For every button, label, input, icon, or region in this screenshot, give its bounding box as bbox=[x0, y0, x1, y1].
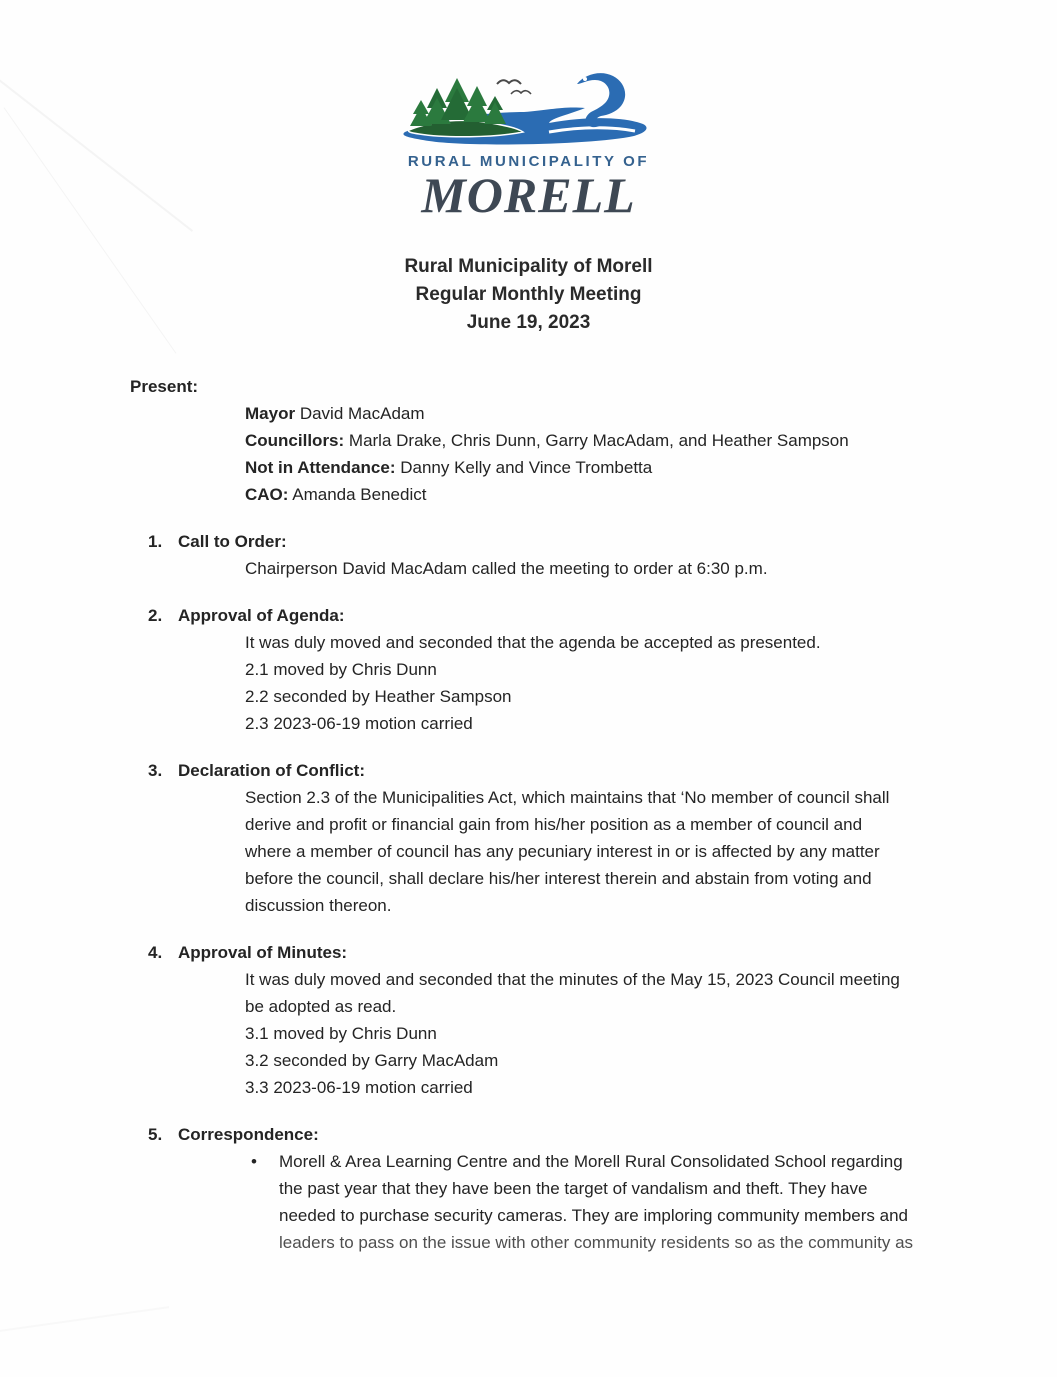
motion-line: 2.2 seconded by Heather Sampson bbox=[245, 687, 512, 706]
title-line-meeting: Regular Monthly Meeting bbox=[415, 284, 642, 305]
pine-trees-icon bbox=[410, 78, 506, 126]
present-list bbox=[245, 400, 970, 508]
section-text-line: before the council, shall declare his/her interest therein and abstain from voting and bbox=[245, 869, 872, 888]
section-heading: Approval of Agenda: bbox=[178, 606, 345, 625]
present-role-label: Councillors: bbox=[245, 431, 345, 450]
birds-icon bbox=[497, 80, 531, 94]
bullet-text-line: Morell & Area Learning Centre and the Morell Rural Consolidated School regarding bbox=[279, 1152, 903, 1171]
present-role-label: Mayor bbox=[245, 404, 296, 423]
section-heading-row bbox=[148, 528, 970, 555]
section-number: 1. bbox=[148, 532, 163, 551]
section-text-line: where a member of council has any pecuniary interest in or is affected by any matter bbox=[245, 842, 880, 861]
section-body bbox=[245, 555, 970, 582]
motion-line: 2.3 2023-06-19 motion carried bbox=[245, 714, 473, 733]
present-role-label: CAO: bbox=[245, 485, 289, 504]
section-heading: Correspondence: bbox=[178, 1125, 319, 1144]
section-text-line: It was duly moved and seconded that the agenda be accepted as presented. bbox=[245, 633, 821, 652]
present-line bbox=[245, 400, 970, 427]
section bbox=[130, 939, 970, 1101]
section bbox=[130, 1121, 970, 1256]
section bbox=[130, 602, 970, 737]
title-line-org: Rural Municipality of Morell bbox=[404, 256, 653, 277]
section-heading-row bbox=[148, 939, 970, 966]
present-line bbox=[245, 454, 970, 481]
section-text-line: discussion thereon. bbox=[245, 896, 392, 915]
section-body bbox=[245, 784, 970, 919]
bullet-text-line: leaders to pass on the issue with other community residents so as the community as bbox=[279, 1233, 914, 1252]
section bbox=[130, 757, 970, 919]
section-text-line: It was duly moved and seconded that the minutes of the May 15, 2023 Council meeting bbox=[245, 970, 900, 989]
motion-line: 3.1 moved by Chris Dunn bbox=[245, 1024, 437, 1043]
present-names: Amanda Benedict bbox=[292, 485, 427, 504]
section-number: 2. bbox=[148, 606, 163, 625]
present-names: David MacAdam bbox=[299, 404, 425, 423]
bullet-icon: • bbox=[251, 1152, 257, 1171]
title-line-date: June 19, 2023 bbox=[466, 312, 591, 333]
present-role-label: Not in Attendance: bbox=[245, 458, 396, 477]
section-number: 4. bbox=[148, 943, 163, 962]
bullet-item bbox=[245, 1148, 970, 1256]
logo-wordmark-main: MORELL bbox=[421, 167, 636, 223]
section-body bbox=[245, 966, 970, 1101]
present-names: Danny Kelly and Vince Trombetta bbox=[400, 458, 653, 477]
logo-graphic bbox=[399, 68, 659, 152]
bullet-text-line: the past year that they have been the target of vandalism and theft. They have bbox=[279, 1179, 868, 1198]
motion-line: 3.2 seconded by Garry MacAdam bbox=[245, 1051, 499, 1070]
present-label: Present: bbox=[130, 377, 199, 396]
bullet-text-line: needed to purchase security cameras. They are imploring community members and bbox=[279, 1206, 908, 1225]
municipality-logo bbox=[0, 0, 1057, 223]
section-heading: Call to Order: bbox=[178, 532, 287, 551]
present-line bbox=[245, 481, 970, 508]
present-line bbox=[245, 427, 970, 454]
section-text-line: be adopted as read. bbox=[245, 997, 397, 1016]
motion-line: 2.1 moved by Chris Dunn bbox=[245, 660, 437, 679]
logo-wordmark-top: RURAL MUNICIPALITY OF bbox=[407, 153, 650, 170]
section-heading: Approval of Minutes: bbox=[178, 943, 348, 962]
minutes-content bbox=[130, 373, 970, 1256]
section-body bbox=[245, 1148, 970, 1256]
section-text-line: Section 2.3 of the Municipalities Act, which maintains that ‘No member of council shall bbox=[245, 788, 890, 807]
section-heading-row bbox=[148, 602, 970, 629]
section-heading-row bbox=[148, 1121, 970, 1148]
section-number: 5. bbox=[148, 1125, 163, 1144]
section-text-line: Chairperson David MacAdam called the meeting to order at 6:30 p.m. bbox=[245, 559, 768, 578]
section-heading-row bbox=[148, 757, 970, 784]
bullet-text bbox=[279, 1148, 913, 1256]
scan-artifact bbox=[0, 1306, 169, 1336]
section bbox=[130, 528, 970, 582]
section-heading: Declaration of Conflict: bbox=[178, 761, 366, 780]
section-number: 3. bbox=[148, 761, 163, 780]
present-names: Marla Drake, Chris Dunn, Garry MacAdam, and Heather Sampson bbox=[348, 431, 849, 450]
motion-line: 3.3 2023-06-19 motion carried bbox=[245, 1078, 473, 1097]
section-text-line: derive and profit or financial gain from his/her position as a member of council and bbox=[245, 815, 863, 834]
meeting-title-block bbox=[0, 253, 1057, 337]
section-body bbox=[245, 629, 970, 737]
sections-list bbox=[130, 528, 970, 1256]
